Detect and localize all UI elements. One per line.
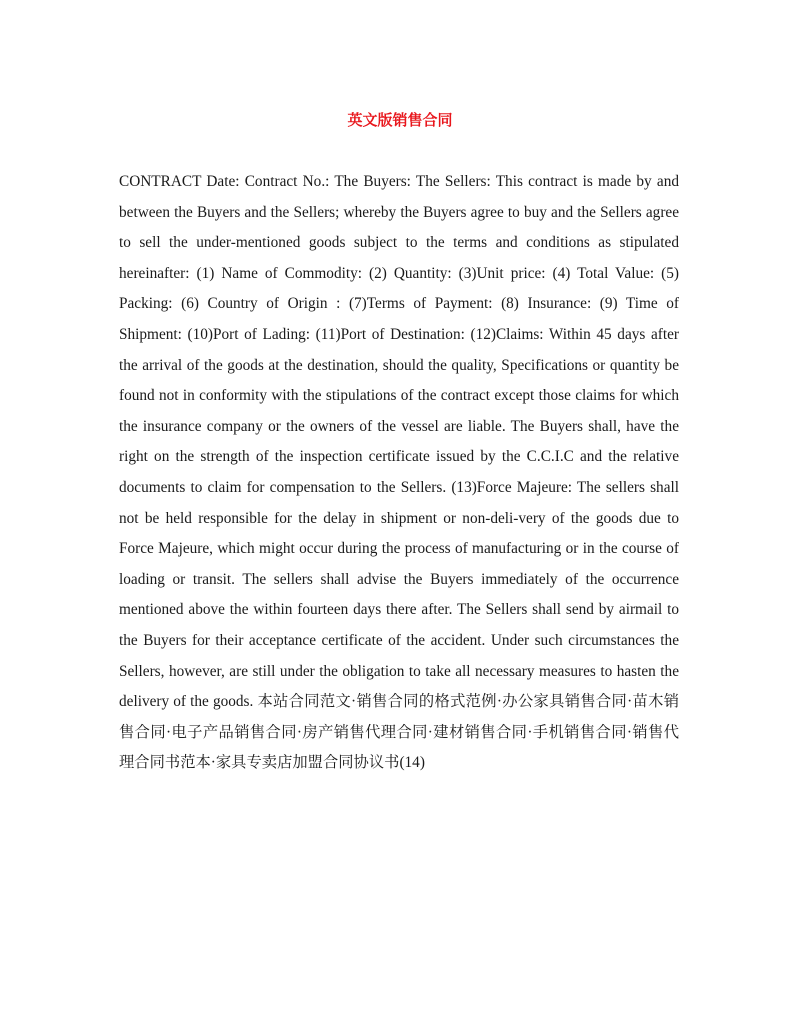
document-title: 英文版销售合同 [347, 111, 453, 129]
contract-body-text: CONTRACT Date: Contract No.: The Buyers: The Sellers: This contract is made by and between the Buyers and the Sellers; whereby the Buyers agree to buy and the Sellers agree to sell the under-mentioned goods subject to the terms and conditions as stipulated hereinafter: (1) Name of Commodity: (2) Quantity: (3)Unit price: (4) Total Value: (5) Packing: (6) Country of Origin : (7)Terms of Payment: (8) Insurance: (9) Time of Shipment: (10)Port of Lading: (11)Port of Destination: (12)Claims: Within 45 days after the arrival of the goods at the destination, should the quality, Specifications or quantity be found not in conformity with the stipulations of the contract except those claims for which the insurance company or the owners of the vessel are liable. The Buyers shall, have the right on the strength of the inspection certificate issued by the C.C.I.C and the relative documents to claim for compensation to the Sellers. (13)Force Majeure: The sellers shall not be held responsible for the delay in shipment or non-deli-very of the goods due to Force Majeure, which might occur during the process of manufacturing or in the course of loading or transit. The sellers shall advise the Buyers immediately of the occurrence mentioned above the within fourteen days there after. The Sellers shall send by airmail to the Buyers for their acceptance certificate of the accident. Under such circumstances the Sellers, however, are still under the obligation to take all necessary measures to hasten the delivery of the goods. 本站合同范文·销售合同的格式范例·办公家具销售合同·苗木销售合同·电子产品销售合同·房产销售代理合同·建材销售合同·手机销售合同·销售代理合同书范本·家具专卖店加盟合同协议书(14) [119, 173, 679, 772]
